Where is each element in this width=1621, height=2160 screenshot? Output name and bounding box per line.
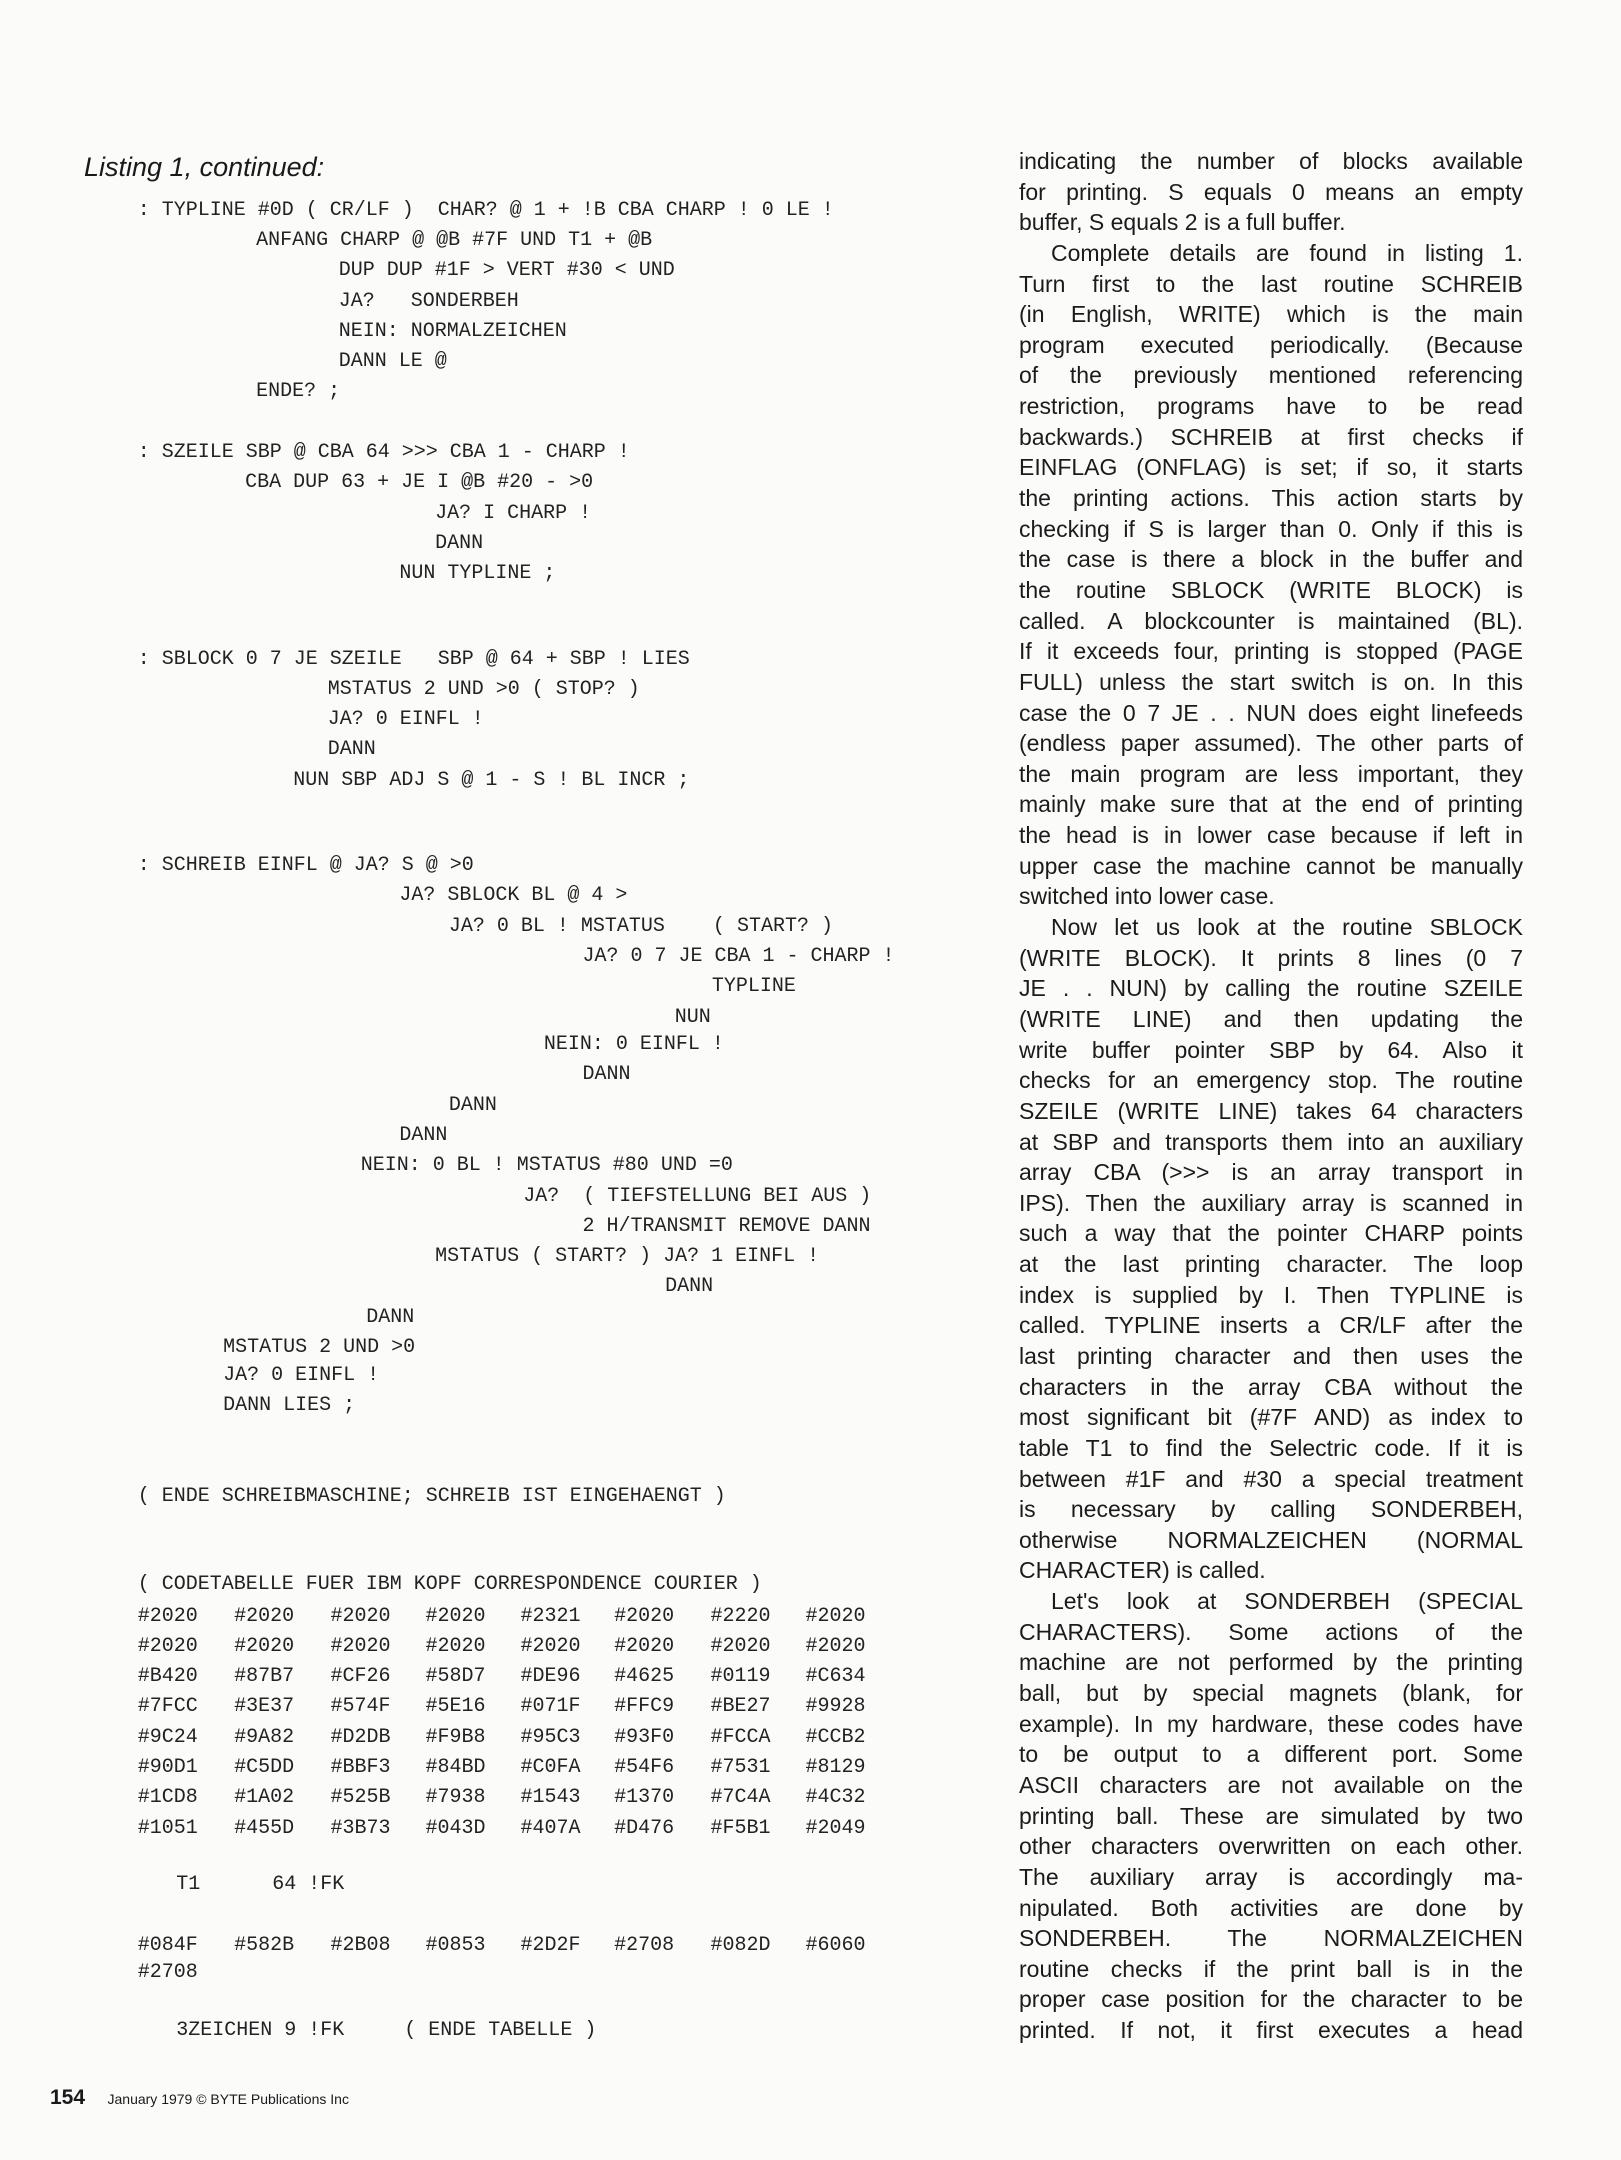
code-line: JA? 0 EINFL !: [223, 1363, 380, 1387]
article-text-line: example). In my hardware, these codes have: [1019, 1710, 1523, 1737]
code-line: DANN: [435, 531, 484, 555]
article-text-line: the printing actions. This action starts by: [1019, 485, 1523, 512]
code-table-cell: #7C4A: [710, 1786, 771, 1810]
publication-line: January 1979 © BYTE Publications Inc: [107, 2091, 349, 2107]
code-table-cell: #C634: [805, 1665, 866, 1689]
article-text-line: buffer, S equals 2 is a full buffer.: [1019, 209, 1346, 236]
article-text-line: printing ball. These are simulated by two: [1019, 1802, 1523, 1829]
article-text-line: index is supplied by I. Then TYPLINE is: [1019, 1281, 1523, 1308]
article-text-line: write buffer pointer SBP by 64. Also it: [1019, 1036, 1523, 1063]
code-table-cell: #043D: [425, 1816, 486, 1840]
article-text-line: upper case the machine cannot be manually: [1019, 852, 1523, 879]
article-text-line: table T1 to find the Selectric code. If it is: [1019, 1434, 1523, 1461]
code-table-cell: #CCB2: [805, 1725, 866, 1749]
page-footer: [50, 2086, 349, 2110]
article-text-line: nipulated. Both activities are done by: [1019, 1894, 1523, 1921]
code-table-cell: #5E16: [425, 1695, 486, 1719]
article-text-line: for printing. S equals 0 means an empty: [1019, 178, 1523, 205]
code-table-cell: #574F: [330, 1695, 391, 1719]
code-table-cell: #90D1: [137, 1756, 198, 1780]
code-table-cell: #0119: [710, 1665, 771, 1689]
code-table-cell: #2D2F: [520, 1933, 581, 1957]
code-table-cell: #93F0: [614, 1725, 675, 1749]
article-text-line: at the last printing character. The loop: [1019, 1251, 1523, 1278]
code-table-cell: #D2DB: [330, 1725, 391, 1749]
code-line: ( ENDE SCHREIBMASCHINE; SCHREIB IST EINGEHAENGT ): [137, 1484, 726, 1508]
code-line: DANN: [665, 1275, 714, 1299]
code-table-cell: #FCCA: [710, 1725, 771, 1749]
code-line: : SCHREIB EINFL @ JA? S @ >0: [137, 854, 474, 878]
article-text-line: routine checks if the print ball is in the: [1019, 1955, 1523, 1982]
code-table-cell: #58D7: [425, 1665, 486, 1689]
code-line: : TYPLINE #0D ( CR/LF ) CHAR? @ 1 + !B CBA CHARP ! 0 LE !: [137, 198, 834, 222]
article-column: [1019, 146, 1523, 2046]
code-table-cell: #CF26: [330, 1665, 391, 1689]
code-line: NUN SBP ADJ S @ 1 - S ! BL INCR ;: [293, 768, 690, 792]
code-line: DANN: [366, 1305, 415, 1329]
code-line: ENDE? ;: [256, 380, 341, 404]
code-table-cell: #2020: [234, 1634, 295, 1658]
code-line: : SZEILE SBP @ CBA 64 >>> CBA 1 - CHARP !: [137, 441, 630, 465]
code-table-cell: #2020: [614, 1604, 675, 1628]
code-table-cell: #BBF3: [330, 1756, 391, 1780]
code-line: ( CODETABELLE FUER IBM KOPF CORRESPONDENCE COURIER ): [137, 1572, 762, 1596]
code-line: JA? I CHARP !: [435, 501, 592, 525]
code-table-cell: #9A82: [234, 1725, 295, 1749]
code-table-cell: #8129: [805, 1756, 866, 1780]
article-text-line: Complete details are found in listing 1.: [1051, 239, 1523, 266]
article-text-line: Turn first to the last routine SCHREIB: [1019, 270, 1523, 297]
article-text-line: characters in the array CBA without the: [1019, 1373, 1523, 1400]
code-line: NEIN: NORMALZEICHEN: [338, 319, 567, 343]
code-table-cell: #4625: [614, 1665, 675, 1689]
code-line: JA? 0 7 JE CBA 1 - CHARP !: [582, 945, 895, 968]
code-table-cell: #2020: [330, 1634, 391, 1658]
article-text-line: the case is there a block in the buffer and: [1019, 546, 1523, 573]
code-table-cell: #525B: [330, 1786, 391, 1810]
code-line: DANN: [448, 1093, 497, 1117]
article-text-line: most significant bit (#7F AND) as index to: [1019, 1404, 1523, 1431]
article-text-line: at SBP and transports them into an auxiliary: [1019, 1128, 1523, 1155]
code-line: 2 H/TRANSMIT REMOVE DANN: [582, 1214, 871, 1238]
code-table-cell: #1543: [520, 1786, 581, 1810]
article-text-line: The auxiliary array is accordingly ma-: [1019, 1863, 1523, 1890]
article-text-line: proper case position for the character to be: [1019, 1986, 1523, 2013]
article-text-line: ASCII characters are not available on the: [1019, 1771, 1523, 1798]
article-text-line: other characters overwritten on each other.: [1019, 1833, 1523, 1860]
code-line: NEIN: 0 BL ! MSTATUS #80 UND =0: [360, 1154, 733, 1178]
code-table-cell: #D476: [614, 1816, 675, 1840]
code-line: ANFANG CHARP @ @B #7F UND T1 + @B: [256, 228, 653, 252]
code-table-cell: #84BD: [425, 1756, 486, 1780]
page-number: 154: [50, 2086, 86, 2109]
code-table-cell: #4C32: [805, 1786, 866, 1810]
article-text-line: machine are not performed by the printing: [1019, 1649, 1523, 1676]
article-text-line: of the previously mentioned referencing: [1019, 362, 1523, 389]
code-table-cell: #7531: [710, 1756, 771, 1780]
code-table-cell: #87B7: [234, 1665, 295, 1689]
code-table-cell: #9928: [805, 1695, 866, 1719]
article-text-line: switched into lower case.: [1019, 883, 1275, 910]
code-table-cell: #2020: [137, 1634, 198, 1658]
code-line: DANN: [582, 1063, 631, 1087]
code-line: DANN LE @: [338, 350, 447, 374]
article-text-line: called. TYPLINE inserts a CR/LF after the: [1019, 1312, 1523, 1339]
article-text-line: CHARACTERS). Some actions of the: [1019, 1618, 1523, 1645]
code-table-cell: #9C24: [137, 1725, 198, 1749]
article-text-line: array CBA (>>> is an array transport in: [1019, 1159, 1523, 1186]
article-text-line: (WRITE LINE) and then updating the: [1019, 1005, 1523, 1032]
code-line: DANN: [327, 738, 376, 762]
code-table-cell: #2708: [137, 1961, 198, 1985]
code-table-cell: #2020: [425, 1634, 486, 1658]
article-text-line: SONDERBEH. The NORMALZEICHEN: [1019, 1925, 1523, 1952]
code-table-cell: #2020: [805, 1634, 866, 1658]
code-line: T1 64 !FK: [176, 1873, 345, 1897]
code-table-cell: #7FCC: [137, 1695, 198, 1719]
code-line: CBA DUP 63 + JE I @B #20 - >0: [245, 471, 594, 495]
code-table-cell: #2B08: [330, 1933, 391, 1957]
article-text-line: is necessary by calling SONDERBEH,: [1019, 1496, 1523, 1523]
code-table-cell: #1CD8: [137, 1786, 198, 1810]
article-text-line: ball, but by special magnets (blank, for: [1019, 1680, 1523, 1707]
code-table-cell: #FFC9: [614, 1695, 675, 1719]
code-table-cell: #2708: [614, 1933, 675, 1957]
code-table-cell: #071F: [520, 1695, 581, 1719]
article-text-line: to be output to a different port. Some: [1019, 1741, 1523, 1768]
code-line: NUN: [674, 1005, 711, 1029]
article-text-line: case the 0 7 JE . . NUN does eight linefeeds: [1019, 699, 1523, 726]
code-table-cell: #2020: [520, 1634, 581, 1658]
article-text-line: SZEILE (WRITE LINE) takes 64 characters: [1019, 1097, 1523, 1124]
code-table-cell: #1A02: [234, 1786, 295, 1810]
code-line: JA? SONDERBEH: [338, 289, 519, 313]
article-text-line: JE . . NUN) by calling the routine SZEILE: [1019, 975, 1523, 1002]
code-table-cell: #082D: [710, 1933, 771, 1957]
code-table-cell: #F9B8: [425, 1725, 486, 1749]
article-text-line: program executed periodically. (Because: [1019, 331, 1523, 358]
code-table-cell: #2020: [614, 1634, 675, 1658]
code-table-cell: #3E37: [234, 1695, 295, 1719]
article-text-line: between #1F and #30 a special treatment: [1019, 1465, 1523, 1492]
code-table-cell: #0853: [425, 1933, 486, 1957]
code-table-cell: #2020: [137, 1604, 198, 1628]
code-table-cell: #2020: [330, 1604, 391, 1628]
code-table-cell: #2020: [425, 1604, 486, 1628]
article-text-line: Let's look at SONDERBEH (SPECIAL: [1051, 1588, 1523, 1615]
article-text-line: printed. If not, it first executes a head: [1019, 2017, 1523, 2044]
article-text-line: the routine SBLOCK (WRITE BLOCK) is: [1019, 576, 1523, 603]
listing-title: Listing 1, continued:: [84, 152, 325, 182]
code-line: DANN: [399, 1124, 448, 1148]
code-line: JA? SBLOCK BL @ 4 >: [399, 884, 628, 908]
code-line: DUP DUP #1F > VERT #30 < UND: [338, 259, 675, 283]
code-table-cell: #F5B1: [710, 1816, 771, 1840]
code-line: JA? 0 BL ! MSTATUS ( START? ): [448, 914, 833, 938]
article-text-line: called. A blockcounter is maintained (BL).: [1019, 607, 1523, 634]
article-text-line: Now let us look at the routine SBLOCK: [1051, 914, 1523, 941]
article-text-line: (endless paper assumed). The other parts of: [1019, 730, 1523, 757]
code-line: JA? 0 EINFL !: [327, 708, 484, 732]
code-table-cell: #BE27: [710, 1695, 771, 1719]
article-text-line: restriction, programs have to be read: [1019, 393, 1523, 420]
code-line: MSTATUS 2 UND >0 ( STOP? ): [327, 677, 640, 701]
article-text-line: the head is in lower case because if left in: [1019, 822, 1523, 849]
code-line: TYPLINE: [711, 975, 796, 999]
code-table-cell: #1051: [137, 1816, 198, 1840]
article-text-line: checking if S is larger than 0. Only if this is: [1019, 515, 1523, 542]
article-text-line: mainly make sure that at the end of printing: [1019, 791, 1523, 818]
code-table-cell: #582B: [234, 1933, 295, 1957]
code-table-cell: #DE96: [520, 1665, 581, 1689]
code-line: MSTATUS ( START? ) JA? 1 EINFL !: [435, 1245, 820, 1269]
code-table-cell: #6060: [805, 1933, 866, 1957]
code-line: NEIN: 0 EINFL !: [543, 1033, 724, 1057]
article-text-line: FULL) unless the start switch is on. In this: [1019, 668, 1523, 695]
article-text-line: backwards.) SCHREIB at first checks if: [1019, 423, 1523, 450]
code-table-cell: #C5DD: [234, 1756, 295, 1780]
code-table-cell: #2020: [805, 1604, 866, 1628]
article-text-line: otherwise NORMALZEICHEN (NORMAL: [1019, 1526, 1523, 1553]
article-text-line: CHARACTER) is called.: [1019, 1557, 1266, 1584]
code-line: MSTATUS 2 UND >0: [223, 1336, 416, 1360]
code-line: 3ZEICHEN 9 !FK ( ENDE TABELLE ): [176, 2019, 597, 2043]
article-text-line: EINFLAG (ONFLAG) is set; if so, it starts: [1019, 454, 1523, 481]
code-line: JA? ( TIEFSTELLUNG BEI AUS ): [523, 1184, 872, 1208]
code-table-cell: #C0FA: [520, 1756, 581, 1780]
article-text-line: last printing character and then uses the: [1019, 1342, 1523, 1369]
code-table-cell: #455D: [234, 1816, 295, 1840]
code-table-cell: #B420: [137, 1665, 198, 1689]
code-table-cell: #2020: [710, 1634, 771, 1658]
article-text-line: such a way that the pointer CHARP points: [1019, 1220, 1523, 1247]
code-table-cell: #7938: [425, 1786, 486, 1810]
code-table-cell: #2321: [520, 1604, 581, 1628]
article-text-line: If it exceeds four, printing is stopped (PAGE: [1019, 638, 1523, 665]
code-table-cell: #3B73: [330, 1816, 391, 1840]
code-table-cell: #1370: [614, 1786, 675, 1810]
code-table-cell: #95C3: [520, 1725, 581, 1749]
code-line: DANN LIES ;: [223, 1393, 356, 1417]
code-table-cell: #407A: [520, 1816, 581, 1840]
article-text-line: checks for an emergency stop. The routine: [1019, 1067, 1523, 1094]
code-table-cell: #2049: [805, 1816, 866, 1840]
code-line: : SBLOCK 0 7 JE SZEILE SBP @ 64 + SBP ! LIES: [137, 647, 690, 671]
code-table-cell: #54F6: [614, 1756, 675, 1780]
article-text-line: (in English, WRITE) which is the main: [1019, 301, 1523, 328]
code-table-cell: #2020: [234, 1604, 295, 1628]
article-text-line: indicating the number of blocks available: [1019, 148, 1523, 174]
article-text-line: (WRITE BLOCK). It prints 8 lines (0 7: [1019, 944, 1523, 971]
article-text-line: the main program are less important, they: [1019, 760, 1523, 787]
code-table-cell: #2220: [710, 1604, 771, 1628]
code-line: NUN TYPLINE ;: [399, 562, 556, 586]
code-table-cell: #084F: [137, 1933, 198, 1957]
article-text-line: IPS). Then the auxiliary array is scanned in: [1019, 1189, 1523, 1216]
